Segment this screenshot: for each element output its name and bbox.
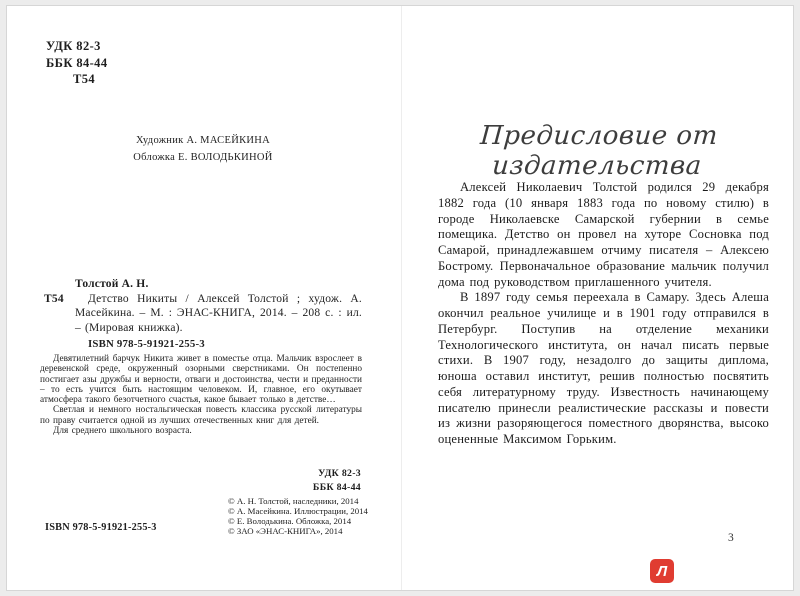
bbk-code-bottom: ББК 84-44 bbox=[312, 481, 361, 493]
cover-credit: Обложка Е. ВОЛОДЬКИНОЙ bbox=[133, 152, 273, 163]
left-page bbox=[7, 6, 401, 590]
isbn-bottom: ISBN 978-5-91921-255-3 bbox=[45, 522, 157, 533]
preface-body bbox=[438, 180, 769, 448]
catalog-isbn: ISBN 978-5-91921-255-3 bbox=[88, 338, 205, 351]
labirint-logo-icon: Л bbox=[650, 559, 674, 583]
udc-code-bottom: УДК 82-3 bbox=[318, 468, 361, 479]
annotation-paragraph: Для среднего школьного возраста. bbox=[53, 426, 192, 437]
book-spread bbox=[6, 5, 794, 591]
udc-codes-top bbox=[46, 38, 107, 88]
copyright-line: © ЗАО «ЭНАС-КНИГА», 2014 bbox=[228, 526, 343, 536]
artist-credit: Художник А. МАСЕЙКИНА bbox=[135, 135, 271, 146]
catalog-author: Толстой А. Н. bbox=[75, 278, 149, 290]
credits-block bbox=[17, 132, 389, 166]
preface-paragraph: В 1897 году семья переехала в Самару. Здесь Алеша окончил реальное училище и в 1901 году отправился в Петербург. Поступив на отделение механики Технологического института, он начал писать первые стихи. В 1907 году, незадолго до защиты диплома, юноша оставил институт, решив полностью посвятить себя литературному труду. Известность начинающему писателю принесли реалистические рассказы и повести из жизни разоряющегося поместного дворянства, высоко оцененные Максимом Горьким. bbox=[438, 290, 769, 446]
udc-codes-bottom bbox=[201, 467, 361, 494]
copyright-block bbox=[228, 496, 368, 536]
author-sign-code: Т54 bbox=[73, 72, 96, 86]
catalog-card bbox=[44, 277, 362, 352]
udc-code: УДК 82-3 bbox=[46, 39, 101, 53]
right-page bbox=[402, 6, 794, 590]
preface-paragraph: Алексей Николаевич Толстой родился 29 декабря 1882 года (10 января 1883 года по новому стилю) в городе Николаевске Самарской губернии в семье помещика. Детство он провел на хуторе Сосновка под Самарой, принадлежавшем отчиму писателя – Алексею Бострому. Первоначальное образование мальчик получил дома под руководством приглашенного учителя. bbox=[438, 180, 769, 289]
catalog-description: Детство Никиты / Алексей Толстой ; худож. А. Масейкина. – М. : ЭНАС-КНИГА, 2014. – 208 с. : ил. – (Мировая книжка). bbox=[75, 292, 362, 334]
preface-heading: Предисловие от издательства bbox=[479, 121, 719, 181]
catalog-index-code: Т54 bbox=[44, 292, 64, 305]
copyright-line: © Е. Володькина. Обложка, 2014 bbox=[228, 516, 352, 526]
annotation-block bbox=[40, 354, 362, 436]
page-number: 3 bbox=[728, 532, 734, 544]
bbk-code: ББК 84-44 bbox=[46, 55, 108, 70]
annotation-paragraph: Светлая и немного ностальгическая повесть классика русской литературы по праву считается одной из лучших отечественных книг для детей. bbox=[40, 405, 362, 426]
copyright-line: © А. Н. Толстой, наследники, 2014 bbox=[228, 496, 359, 506]
annotation-paragraph: Девятилетний барчук Никита живет в поместье отца. Мальчик взрослеет в деревенской среде, окруженный озорными сверстниками. Он постепенно постигает азы дружбы и верности, отваги и достоинства, чести и преданности – то есть учится быть настоящим человеком. И, главное, его окутывает атмосфера такого безотчетного счастья, какое бывает только в детстве… bbox=[40, 354, 362, 406]
copyright-line: © А. Масейкина. Иллюстрации, 2014 bbox=[228, 506, 368, 516]
